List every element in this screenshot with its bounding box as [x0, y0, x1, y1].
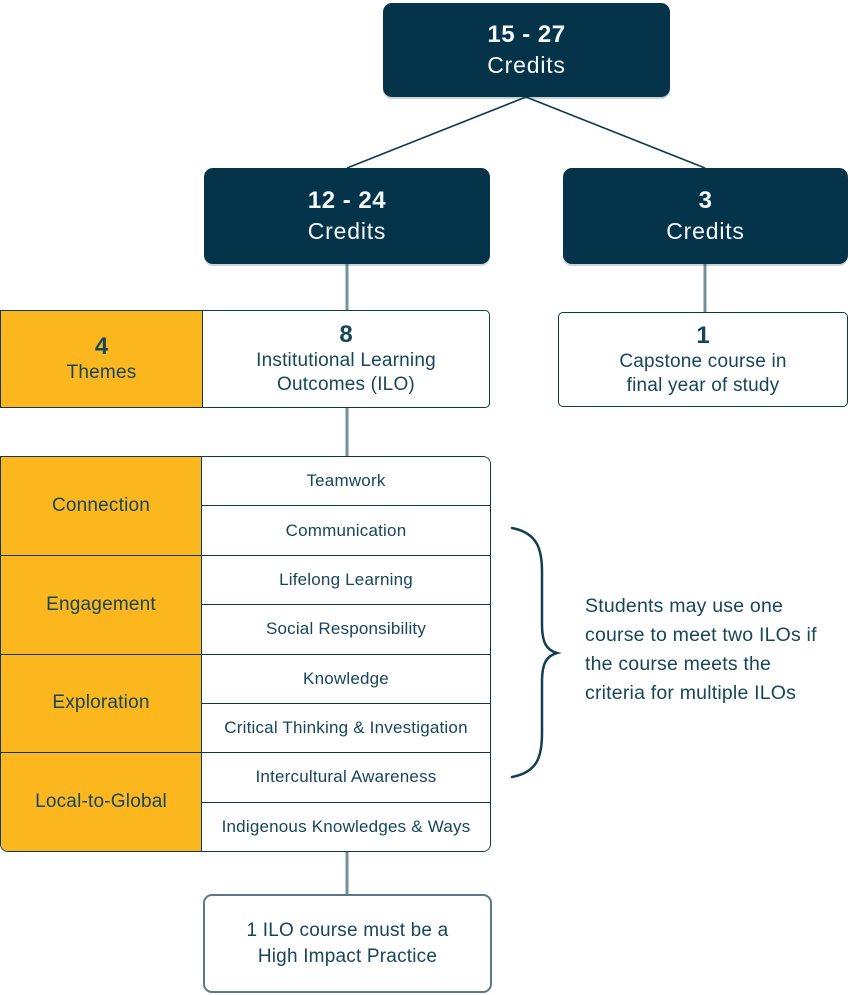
- capstone-node: [558, 312, 848, 407]
- high-impact-practice-label: 1 ILO course must be a High Impact Practice: [246, 919, 449, 967]
- capstone-count-value: 1: [696, 321, 710, 349]
- ilo-count-label: Institutional Learning Outcomes (ILO): [256, 350, 436, 395]
- ilo-credits-label: Credits: [307, 218, 387, 244]
- total-credits-label: Credits: [487, 52, 566, 78]
- capstone-credits-label: Credits: [666, 218, 745, 244]
- ilo-item-critical-thinking: Critical Thinking & Investigation: [202, 703, 490, 752]
- theme-column: [1, 457, 202, 851]
- note-line-4: criteria for multiple ILOs: [585, 682, 797, 704]
- note-line-2: course to meet two ILOs if: [585, 624, 817, 646]
- theme-cell-connection: Connection: [1, 457, 201, 555]
- edge-total-to-capstone-credits: [526, 97, 705, 168]
- capstone-credits-value: 3: [698, 187, 713, 214]
- ilo-credits-node: [204, 168, 490, 264]
- high-impact-practice-node: [203, 894, 492, 993]
- ilo-column: [202, 457, 490, 851]
- capstone-label: Capstone course in final year of study: [619, 350, 787, 396]
- curly-brace-icon: [512, 528, 557, 777]
- themes-count-cell: [1, 311, 203, 407]
- ilo-item-knowledge: Knowledge: [202, 654, 490, 703]
- note-line-1: Students may use one: [585, 595, 784, 617]
- theme-cell-local-to-global: Local-to-Global: [1, 752, 201, 851]
- theme-cell-exploration: Exploration: [1, 654, 201, 753]
- total-credits-node: [383, 3, 670, 97]
- ilo-credits-value: 12 - 24: [307, 187, 387, 214]
- ilo-theme-table: [0, 456, 491, 852]
- ilo-item-indigenous-knowledges: Indigenous Knowledges & Ways: [202, 802, 490, 851]
- total-credits-value: 15 - 27: [487, 21, 566, 48]
- note-line-3: the course meets the: [585, 653, 772, 675]
- ilo-item-communication: Communication: [202, 505, 490, 554]
- ilo-item-lifelong-learning: Lifelong Learning: [202, 555, 490, 604]
- themes-ilo-node: [0, 310, 490, 408]
- themes-count-label: Themes: [66, 362, 137, 383]
- ilo-item-teamwork: Teamwork: [202, 457, 490, 505]
- ilo-item-social-responsibility: Social Responsibility: [202, 604, 490, 653]
- capstone-credits-node: [563, 168, 848, 264]
- themes-count-value: 4: [94, 333, 109, 360]
- theme-cell-engagement: Engagement: [1, 555, 201, 654]
- edge-total-to-ilo-credits: [347, 97, 526, 168]
- ilo-count-cell: [203, 311, 489, 407]
- ilo-double-count-note: [585, 592, 850, 708]
- ilo-count-value: 8: [339, 321, 353, 348]
- ilo-item-intercultural-awareness: Intercultural Awareness: [202, 752, 490, 801]
